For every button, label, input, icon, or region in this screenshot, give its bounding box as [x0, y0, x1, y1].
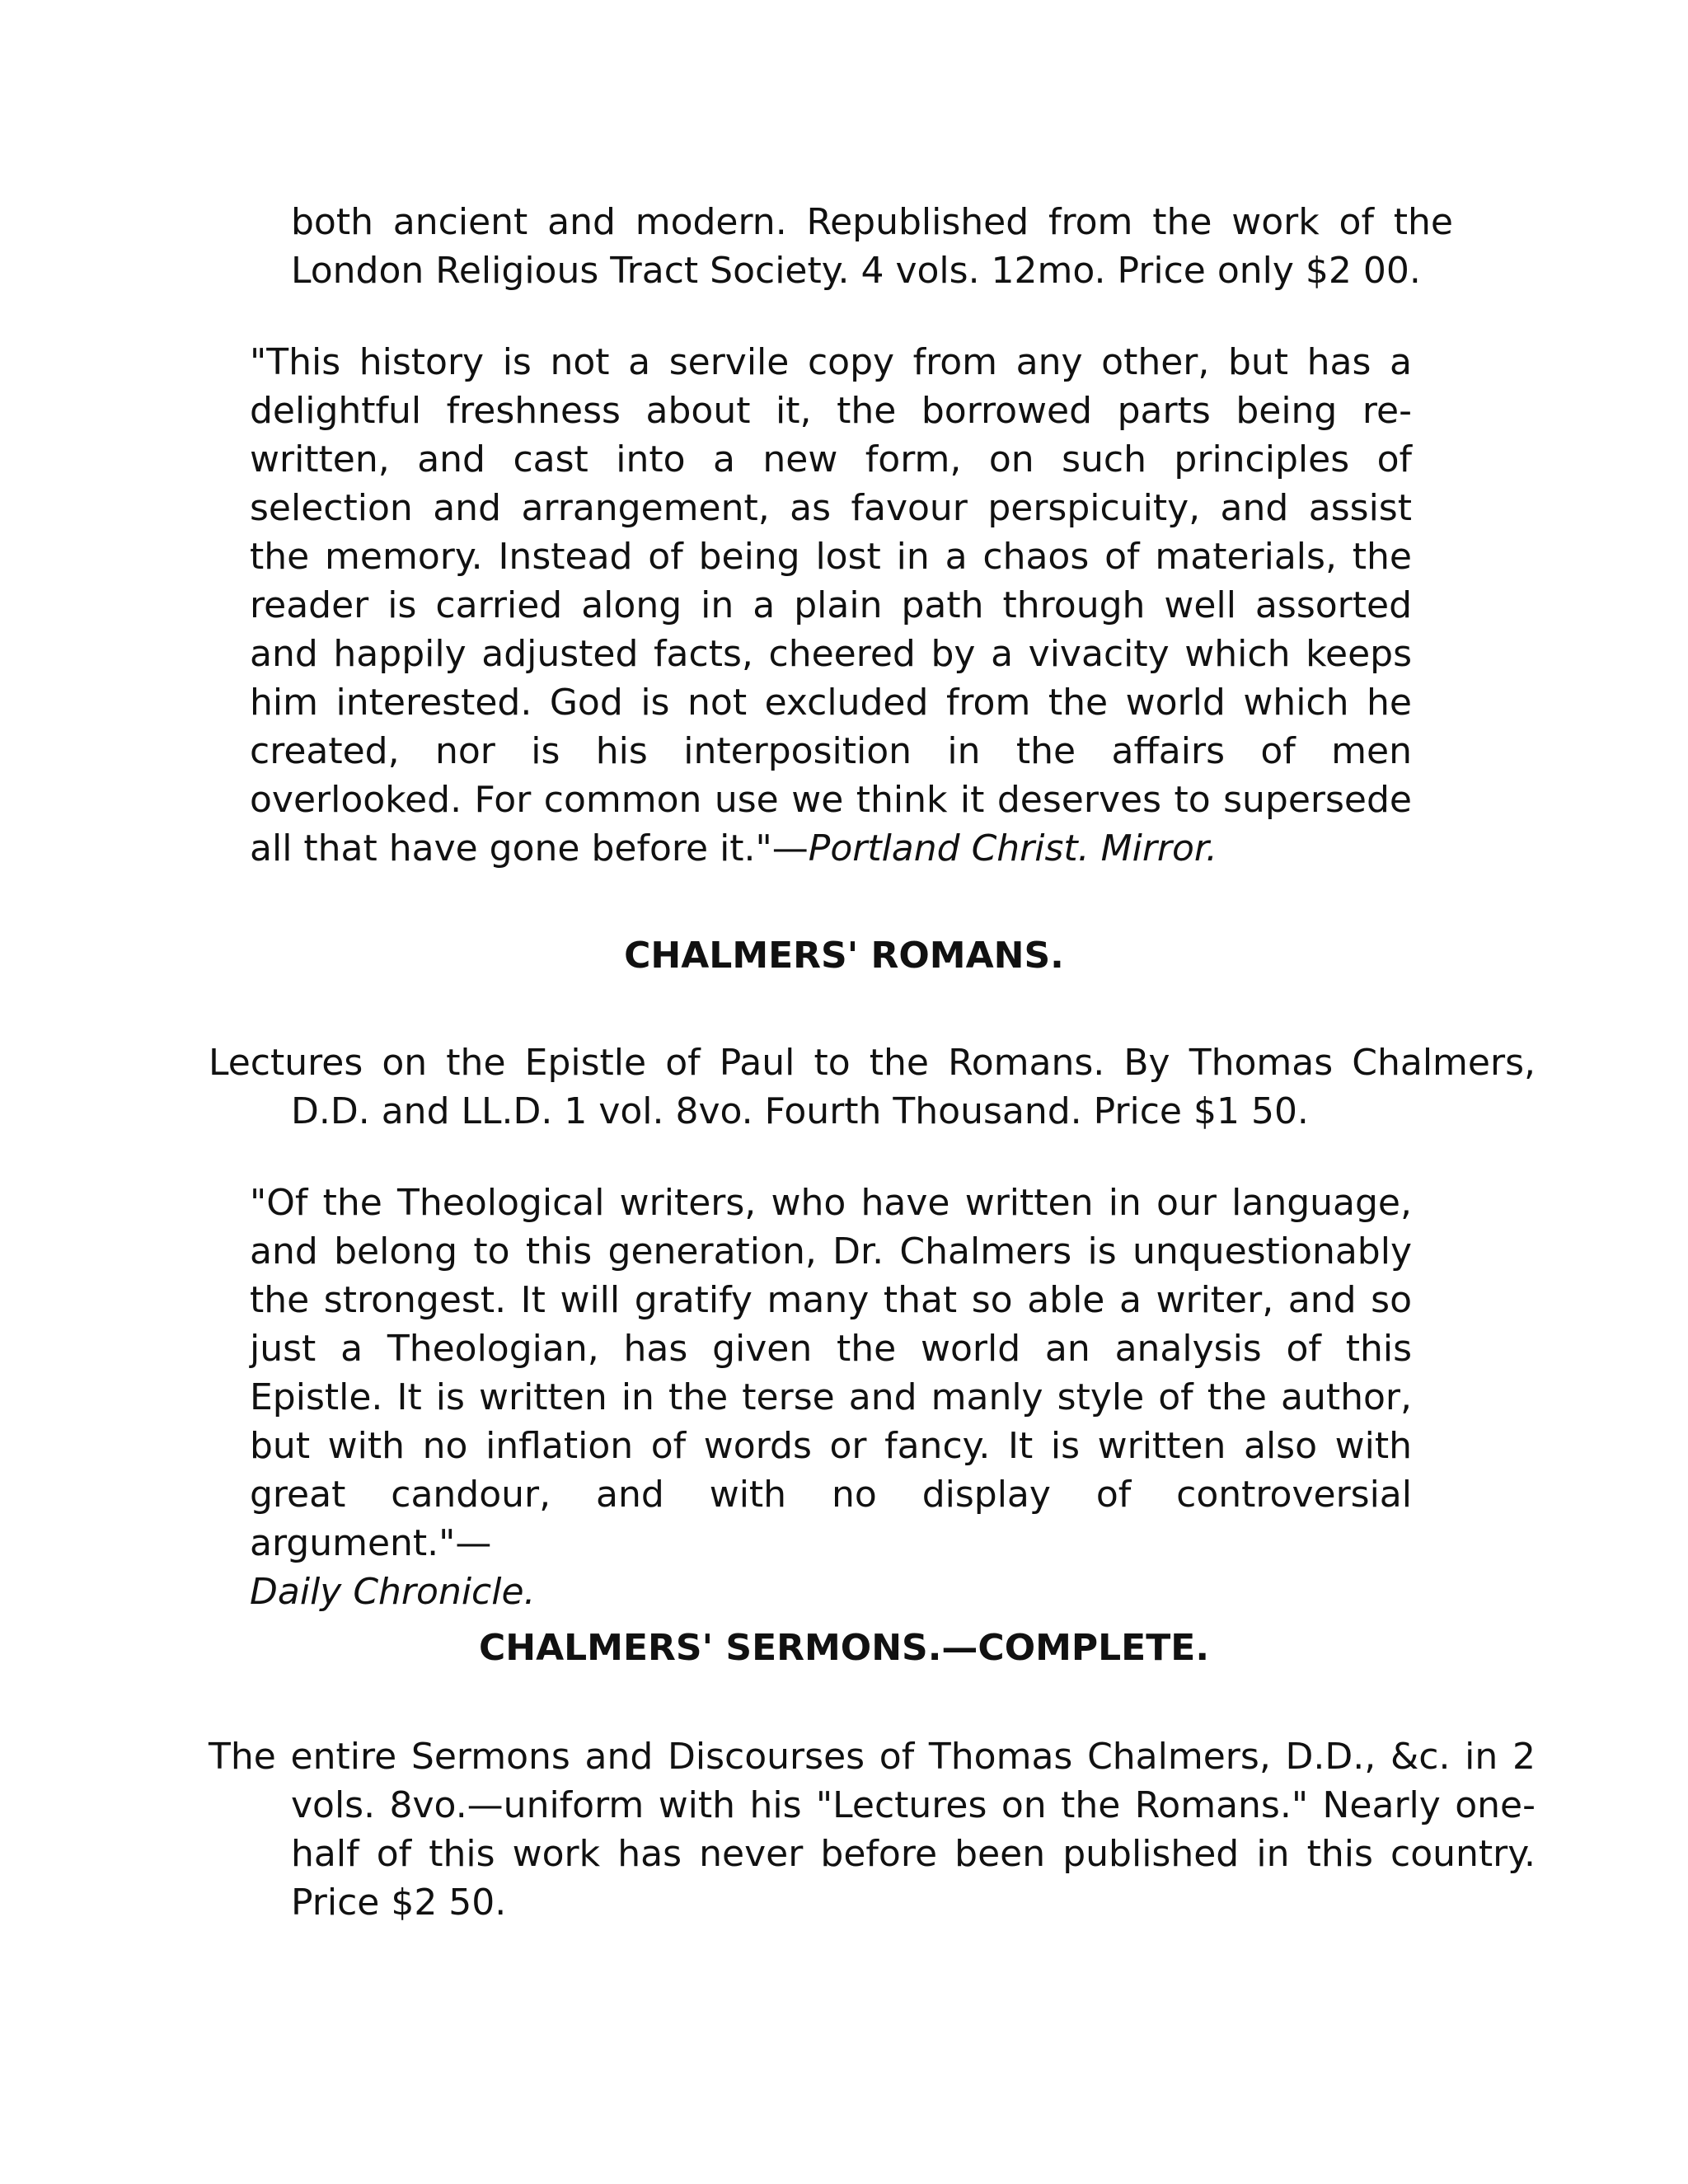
review-quote-text: "Of the Theological writers, who have written in our language, and belong to this generation, Dr. Chalmers is unquestionably the strongest. It will gratify many that so able a writer, and so just a Theologian, has given the world an analysis of this Epistle. It is written in the terse and manly style of the author, but with no inflation of words or fancy. It is written also with great candour, and with no display of controversial argument."— [250, 1182, 1412, 1564]
section-heading-sermons: CHALMERS' SERMONS.—COMPLETE. [478, 1627, 1210, 1669]
entry-romans: Lectures on the Epistle of Paul to the Romans. By Thomas Chalmers, D.D. and LL.D. 1 vol. 8vo. Fourth Thousand. Price $1 50. [209, 1042, 1536, 1132]
review-quote-romans [250, 1179, 1412, 1616]
review-quote-source: Portland Christ. Mirror. [808, 827, 1217, 869]
section-heading-romans: CHALMERS' ROMANS. [624, 935, 1064, 977]
review-quote-source: Daily Chronicle. [250, 1571, 536, 1613]
review-quote-text: "This history is not a servile copy from any other, but has a delightful freshness about it, the borrowed parts being re-written, and cast into a new form, on such principles of selection and arrangement, as favour perspicuity, and assist the memory. Instead of being lost in a chaos of materials, the reader is carried along in a plain path through well assorted and happily adjusted facts, cheered by a vivacity which keeps him interested. God is not excluded from the world which he created, nor is his interposition in the affairs of men overlooked. For common use we think it deserves to supersede all that have gone before it."— [250, 341, 1412, 869]
review-quote-history [250, 338, 1412, 873]
entry-continuation: both ancient and modern. Republished from the work of the London Religious Tract Society. 4 vols. 12mo. Price only $2 00. [291, 201, 1453, 292]
entry-sermons: The entire Sermons and Discourses of Thomas Chalmers, D.D., &c. in 2 vols. 8vo.—uniform with his "Lectures on the Romans." Nearly one-half of this work has never before been published in this country. Price $2 50. [209, 1736, 1536, 1924]
